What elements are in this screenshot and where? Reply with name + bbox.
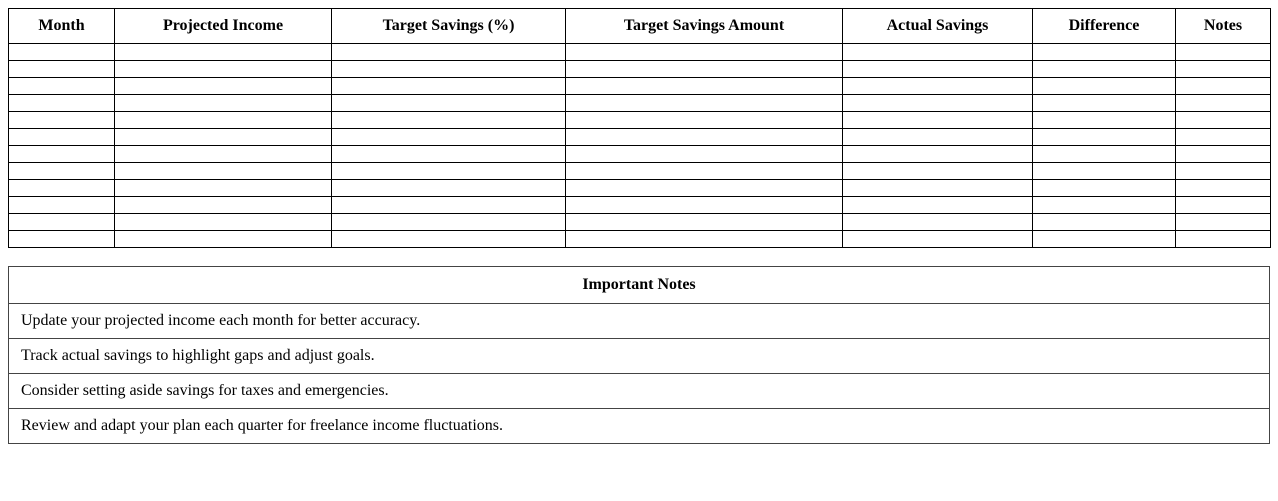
- table-row: [9, 180, 1271, 197]
- table-cell[interactable]: [115, 197, 332, 214]
- table-cell[interactable]: [332, 146, 566, 163]
- table-cell[interactable]: [843, 95, 1033, 112]
- note-row: [9, 409, 1270, 444]
- important-notes-title: Important Notes: [9, 267, 1270, 304]
- table-cell[interactable]: [9, 129, 115, 146]
- table-cell[interactable]: [1033, 129, 1176, 146]
- table-row: [9, 129, 1271, 146]
- table-cell[interactable]: [332, 61, 566, 78]
- table-header-row: [9, 9, 1271, 44]
- table-cell[interactable]: [332, 78, 566, 95]
- note-row: [9, 304, 1270, 339]
- table-cell[interactable]: [9, 78, 115, 95]
- table-cell[interactable]: [9, 61, 115, 78]
- table-cell[interactable]: [115, 112, 332, 129]
- table-row: [9, 197, 1271, 214]
- notes-header-row: [9, 267, 1270, 304]
- table-cell[interactable]: [843, 180, 1033, 197]
- table-cell[interactable]: [566, 146, 843, 163]
- table-cell[interactable]: [1033, 112, 1176, 129]
- table-cell[interactable]: [1176, 78, 1271, 95]
- table-cell[interactable]: [843, 214, 1033, 231]
- table-cell[interactable]: [115, 129, 332, 146]
- table-cell[interactable]: [566, 61, 843, 78]
- important-notes-table: [8, 266, 1270, 444]
- table-cell[interactable]: [566, 180, 843, 197]
- table-cell[interactable]: [115, 180, 332, 197]
- table-row: [9, 44, 1271, 61]
- table-cell[interactable]: [332, 197, 566, 214]
- note-item: Review and adapt your plan each quarter for freelance income fluctuations.: [9, 409, 1270, 444]
- table-cell[interactable]: [115, 44, 332, 61]
- column-header-month: Month: [9, 9, 115, 44]
- page: [8, 8, 1270, 444]
- table-cell[interactable]: [9, 180, 115, 197]
- table-row: [9, 61, 1271, 78]
- note-item: Track actual savings to highlight gaps and adjust goals.: [9, 339, 1270, 374]
- table-row: [9, 163, 1271, 180]
- table-cell[interactable]: [115, 61, 332, 78]
- table-cell[interactable]: [1033, 197, 1176, 214]
- table-cell[interactable]: [115, 214, 332, 231]
- table-cell[interactable]: [9, 44, 115, 61]
- table-cell[interactable]: [566, 231, 843, 248]
- table-cell[interactable]: [843, 146, 1033, 163]
- column-header-difference: Difference: [1033, 9, 1176, 44]
- table-cell[interactable]: [843, 197, 1033, 214]
- table-cell[interactable]: [332, 129, 566, 146]
- table-cell[interactable]: [1033, 163, 1176, 180]
- column-header-target-savings-percent: Target Savings (%): [332, 9, 566, 44]
- table-cell[interactable]: [9, 146, 115, 163]
- column-header-projected-income: Projected Income: [115, 9, 332, 44]
- column-header-actual-savings: Actual Savings: [843, 9, 1033, 44]
- table-cell[interactable]: [115, 163, 332, 180]
- table-cell[interactable]: [1033, 61, 1176, 78]
- table-cell[interactable]: [566, 78, 843, 95]
- savings-tracker-table: [8, 8, 1271, 248]
- table-cell[interactable]: [1176, 214, 1271, 231]
- table-cell[interactable]: [1176, 61, 1271, 78]
- table-cell[interactable]: [115, 231, 332, 248]
- table-cell[interactable]: [1033, 78, 1176, 95]
- note-item: Consider setting aside savings for taxes and emergencies.: [9, 374, 1270, 409]
- table-cell[interactable]: [566, 112, 843, 129]
- table-cell[interactable]: [1176, 44, 1271, 61]
- table-cell[interactable]: [1176, 163, 1271, 180]
- table-row: [9, 214, 1271, 231]
- table-cell[interactable]: [566, 197, 843, 214]
- table-cell[interactable]: [1033, 146, 1176, 163]
- table-cell[interactable]: [843, 44, 1033, 61]
- table-cell[interactable]: [332, 231, 566, 248]
- table-cell[interactable]: [9, 214, 115, 231]
- table-row: [9, 78, 1271, 95]
- table-cell[interactable]: [843, 112, 1033, 129]
- table-cell[interactable]: [9, 95, 115, 112]
- table-cell[interactable]: [566, 44, 843, 61]
- table-cell[interactable]: [332, 214, 566, 231]
- table-cell[interactable]: [566, 95, 843, 112]
- table-cell[interactable]: [115, 95, 332, 112]
- table-cell[interactable]: [566, 163, 843, 180]
- table-cell[interactable]: [332, 95, 566, 112]
- table-cell[interactable]: [1033, 180, 1176, 197]
- table-cell[interactable]: [843, 129, 1033, 146]
- table-row: [9, 95, 1271, 112]
- table-cell[interactable]: [1176, 112, 1271, 129]
- table-cell[interactable]: [1176, 146, 1271, 163]
- table-cell[interactable]: [566, 129, 843, 146]
- table-cell[interactable]: [843, 61, 1033, 78]
- table-cell[interactable]: [566, 214, 843, 231]
- table-row: [9, 231, 1271, 248]
- table-cell[interactable]: [1176, 197, 1271, 214]
- table-cell[interactable]: [332, 180, 566, 197]
- column-header-notes: Notes: [1176, 9, 1271, 44]
- table-cell[interactable]: [1033, 95, 1176, 112]
- table-row: [9, 112, 1271, 129]
- table-cell[interactable]: [1176, 95, 1271, 112]
- table-cell[interactable]: [332, 163, 566, 180]
- note-row: [9, 374, 1270, 409]
- table-cell[interactable]: [1033, 214, 1176, 231]
- table-cell[interactable]: [1176, 180, 1271, 197]
- table-cell[interactable]: [115, 78, 332, 95]
- table-cell[interactable]: [9, 112, 115, 129]
- note-row: [9, 339, 1270, 374]
- note-item: Update your projected income each month for better accuracy.: [9, 304, 1270, 339]
- table-cell[interactable]: [332, 44, 566, 61]
- table-cell[interactable]: [9, 231, 115, 248]
- table-cell[interactable]: [1176, 129, 1271, 146]
- table-cell[interactable]: [115, 146, 332, 163]
- table-cell[interactable]: [843, 231, 1033, 248]
- table-cell[interactable]: [1176, 231, 1271, 248]
- table-cell[interactable]: [843, 163, 1033, 180]
- table-cell[interactable]: [9, 163, 115, 180]
- tracker-body: [9, 44, 1271, 248]
- table-cell[interactable]: [9, 197, 115, 214]
- table-cell[interactable]: [332, 112, 566, 129]
- column-header-target-savings-amount: Target Savings Amount: [566, 9, 843, 44]
- table-cell[interactable]: [1033, 44, 1176, 61]
- table-cell[interactable]: [843, 78, 1033, 95]
- table-cell[interactable]: [1033, 231, 1176, 248]
- table-row: [9, 146, 1271, 163]
